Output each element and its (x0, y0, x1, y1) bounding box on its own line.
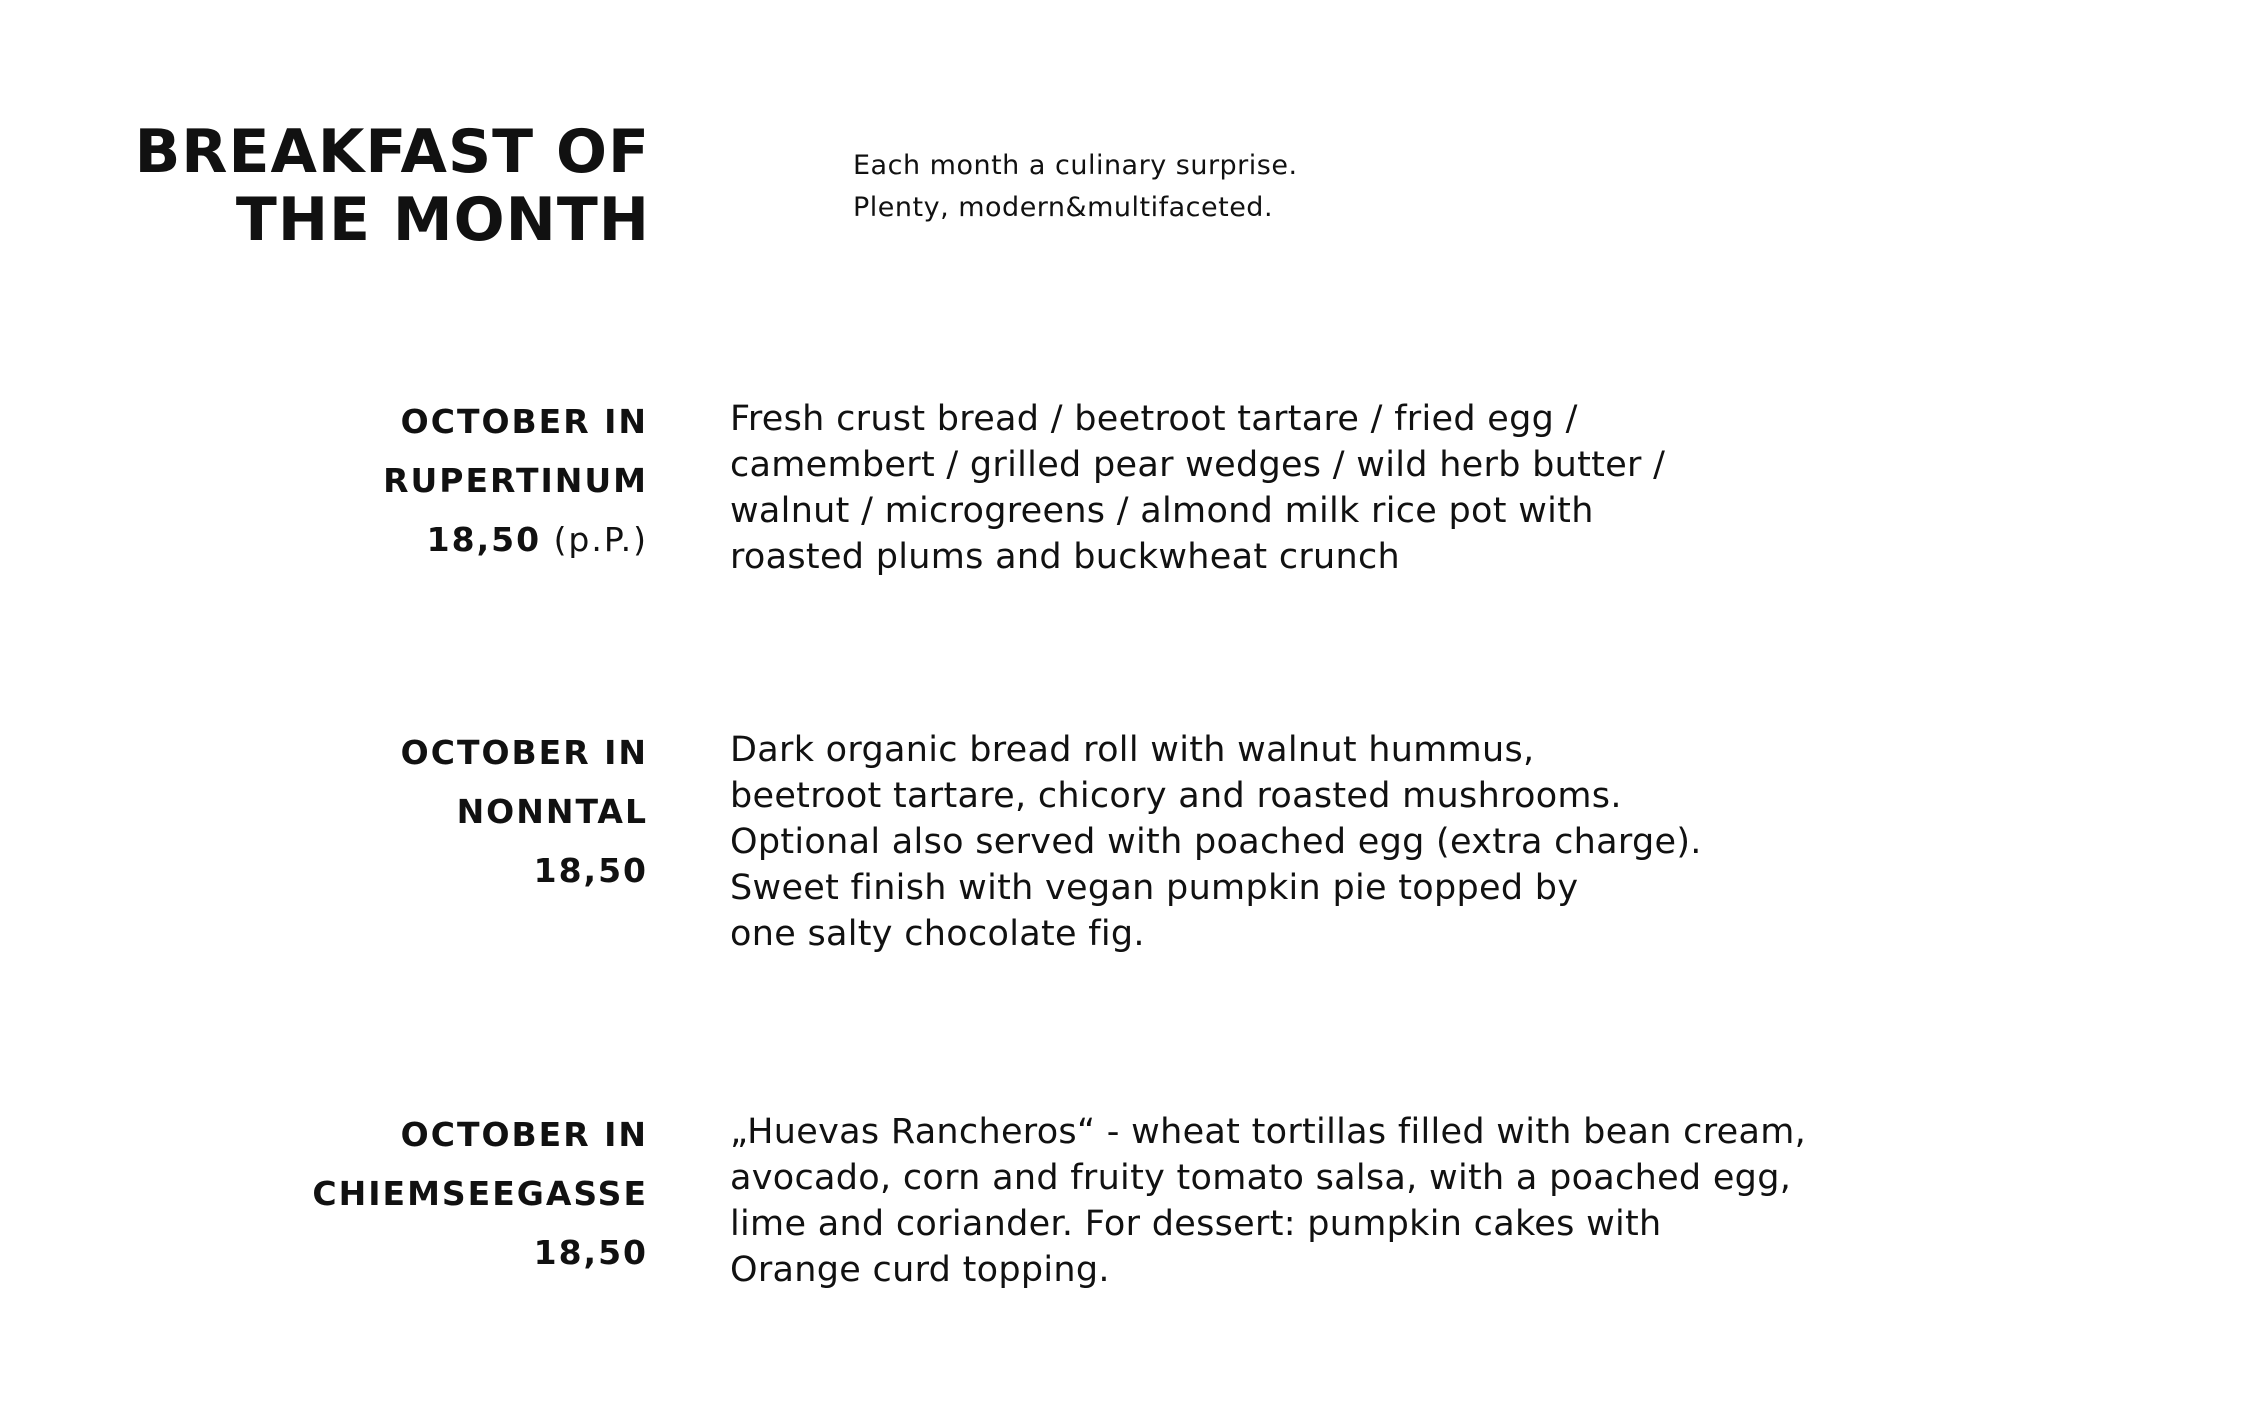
section-label-line-2: NONNTAL (456, 792, 648, 831)
section-label (200, 1105, 648, 1282)
description-line: one salty chocolate fig. (730, 914, 1145, 954)
price-row (200, 841, 648, 900)
page-title (120, 118, 650, 254)
description-line: Optional also served with poached egg (extra charge). (730, 822, 1702, 862)
tagline-line-2: Plenty, modern&multifaceted. (853, 192, 1274, 223)
section-description (730, 396, 2030, 580)
section-label (200, 723, 648, 900)
price: 18,50 (426, 520, 542, 559)
price-unit: (p.P.) (553, 520, 648, 559)
description-line: „Huevas Rancheros“ - wheat tortillas filled with bean cream, (730, 1112, 1807, 1152)
section-label-line-1: OCTOBER IN (400, 733, 648, 772)
description-line: Fresh crust bread / beetroot tartare / fried egg / (730, 399, 1578, 439)
tagline-line-1: Each month a culinary surprise. (853, 150, 1298, 181)
description-line: lime and coriander. For dessert: pumpkin cakes with (730, 1204, 1662, 1244)
tagline (853, 145, 1298, 229)
section-description (730, 727, 2030, 957)
description-line: roasted plums and buckwheat crunch (730, 537, 1401, 577)
description-line: camembert / grilled pear wedges / wild herb butter / (730, 445, 1666, 485)
description-line: avocado, corn and fruity tomato salsa, with a poached egg, (730, 1158, 1792, 1198)
page-title-line-1: BREAKFAST OF (134, 117, 650, 187)
section-label-line-2: CHIEMSEEGASSE (312, 1174, 648, 1213)
price: 18,50 (533, 1233, 648, 1272)
page-title-line-2: THE MONTH (235, 185, 650, 255)
section-label-line-1: OCTOBER IN (400, 1115, 648, 1154)
section-label (200, 392, 648, 569)
description-line: beetroot tartare, chicory and roasted mushrooms. (730, 776, 1622, 816)
description-line: Dark organic bread roll with walnut hummus, (730, 730, 1535, 770)
description-line: Orange curd topping. (730, 1250, 1110, 1290)
section-label-line-1: OCTOBER IN (400, 402, 648, 441)
section-label-line-2: RUPERTINUM (383, 461, 648, 500)
price-row (200, 510, 648, 569)
section-description (730, 1109, 2030, 1293)
price-row (200, 1223, 648, 1282)
price: 18,50 (533, 851, 648, 890)
description-line: Sweet finish with vegan pumpkin pie topped by (730, 868, 1579, 908)
description-line: walnut / microgreens / almond milk rice pot with (730, 491, 1594, 531)
